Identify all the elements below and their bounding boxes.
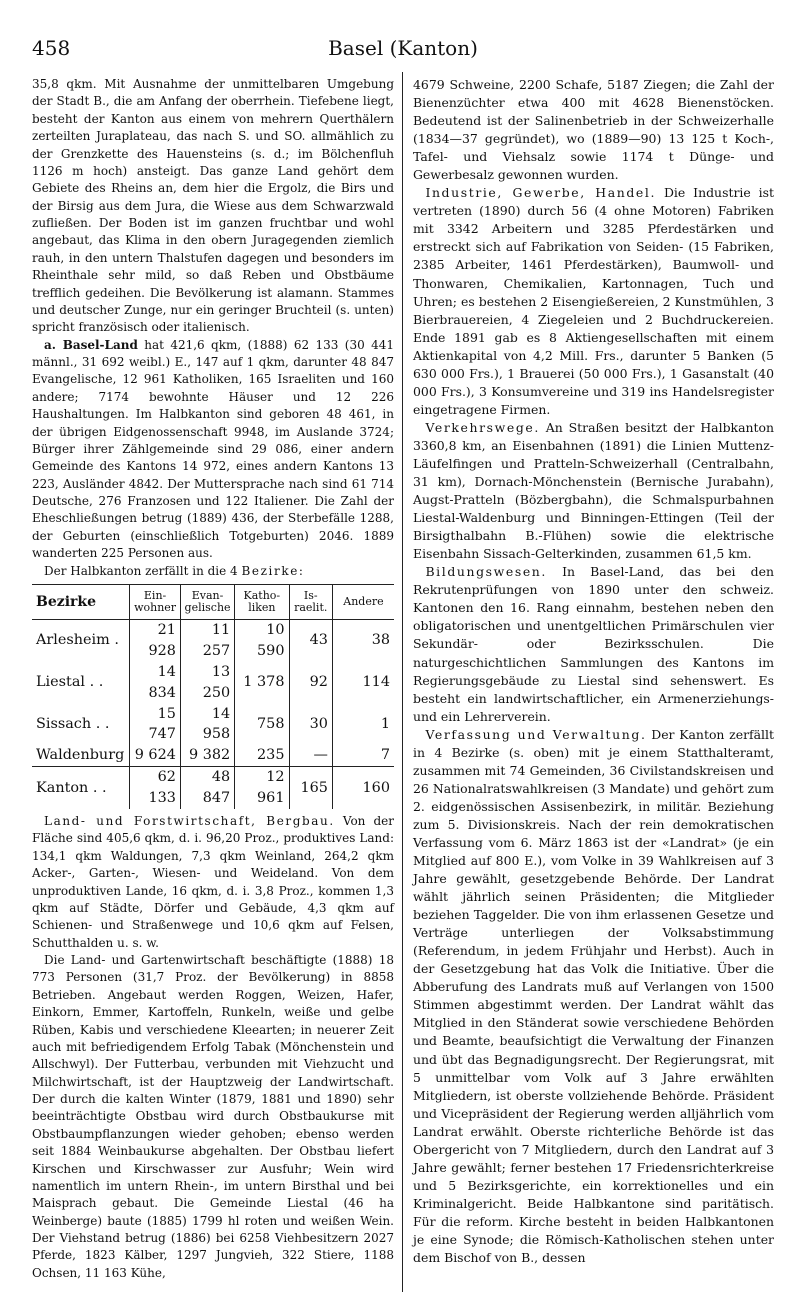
column-header: Evan-gelische bbox=[180, 584, 234, 619]
table-cell: Kanton . . bbox=[32, 767, 130, 809]
paragraph-text: Der Kanton zerfällt in 4 Bezirke (s. oben) mit je einem Statthalteramt, zusammen mit 74 Gemeinden, 36 Civilstandskreisen und 26 Nationalratswahlkreisen (3 Mandate) und gehört zum 2. eidgenössischen Assisenbezirk, in militär. Beziehung zum 5. Divisionskreis. Nach der rein demokratischen Verfassung vom 6. März 1863 ist der «Landrat» (je ein Mitglied auf 800 E.), vom Volke in 39 Wahlkreisen auf 3 Jahre gewählt, gesetzgebende Behörde. Der Landrat wählt jährlich seinen Präsidenten; die Mitglieder beziehen Taggelder. Die von ihm erlassenen Gesetze und Verträge unterliegen der Volksabstimmung (Referendum, in jedem Frühjahr und Herbst). Auch in der Gesetzgebung hat das Volk die Initiative. Über die Abberufung des Landrats muß auf Verlangen von 1500 Stimmen abgestimmt werden. Der Landrat wählt das Mitglied in den Ständerat sowie verschiedene Behörden und Beamte, beaufsichtigt die Verwaltung der Finanzen und übt das Begnadigungsrecht. Der Regierungsrat, mit 5 unmittelbar vom Volk auf 3 Jahre erwählten Mitgliedern, ist oberste vollziehende Behörde. Präsident und Vicepräsident der Regierung werden alljährlich vom Landrat erwählt. Oberste richterliche Behörde ist das Obergericht von 7 Mitgliedern, durch den Landrat auf 3 Jahre gewählt; ferner bestehen 17 Friedensrichterkreise und 5 Bezirksgerichte, ein korrektionelles und ein Kriminalgericht. Beide Halbkantone sind paritätisch. Für die reform. Kirche besteht in beiden Halbkantonen je eine Synode; die Römisch-Katholischen stehen unter dem Bischof von B., dessen bbox=[413, 726, 774, 1266]
table-cell: 38 bbox=[332, 619, 394, 661]
table-cell: 62 133 bbox=[130, 767, 181, 809]
district-table bbox=[32, 584, 394, 809]
paragraph-farming: Die Land- und Gartenwirtschaft beschäftigte (1888) 18 773 Personen (31,7 Proz. der Bevölkerung) in 8858 Betrieben. Angebaut werden Roggen, Weizen, Hafer, Einkorn, Emmer, Kartoffeln, Runkeln, weiße und gelbe Rüben, Kabis und verschiedene Kleearten; in neuerer Zeit auch mit befriedigendem Erfolg Tabak (Mönchenstein und Allschwyl). Der Futterbau, verbunden mit Viehzucht und Milchwirtschaft, ist der Hauptzweig der Landwirtschaft. Der durch die kalten Winter (1879, 1881 und 1890) sehr beeinträchtigte Obstbau wird durch Obstbaukurse mit Obstbaumpflanzungen wieder gehoben; ebenso werden seit 1884 Weinbaukurse abgehalten. Der Obstbau liefert Kirschen und Kirschwasser zur Ausfuhr; Wein wird namentlich im untern Rhein-, im untern Birsthal und bei Maisprach gebaut. Die Gemeinde Liestal (46 ha Weinberge) baute (1885) 1799 hl roten und weißen Wein. Der Viehstand betrug (1886) bei 6258 Viehbesitzern 2027 Pferde, 1823 Kälber, 1297 Jungvieh, 322 Stiere, 1188 Ochsen, 11 163 Kühe, bbox=[32, 953, 394, 1280]
paragraph-livestock: 4679 Schweine, 2200 Schafe, 5187 Ziegen; die Zahl der Bienenzüchter etwa 400 mit 4628 Bienenstöcken. Bedeutend ist der Salinenbetrieb in der Schweizerhalle (1834—37 gegründet), wo (1889—90) 13 125 t Koch-, Tafel- und Viehsalz sowie 1174 t Dünge- und Gewerbesalz gewonnen wurden. bbox=[413, 77, 774, 183]
paragraph-constitution bbox=[413, 726, 774, 1267]
page-number: 458 bbox=[32, 36, 71, 60]
table-cell: 92 bbox=[289, 662, 332, 704]
paragraph-text: Der Halbkanton zerfällt in die 4 bbox=[44, 563, 242, 578]
column-header: Bezirke bbox=[32, 584, 130, 619]
table-cell: 48 847 bbox=[180, 767, 234, 809]
paragraph-industry bbox=[413, 184, 774, 419]
table-cell: 1 378 bbox=[235, 662, 289, 704]
spaced-heading: Industrie, Gewerbe, Handel. bbox=[425, 185, 657, 201]
table-row bbox=[32, 745, 394, 766]
table-cell: 12 961 bbox=[235, 767, 289, 809]
paragraph-text: In Basel-Land, das bei den Rekrutenprüfungen von 1890 unter den schweiz. Kantonen den 16. Rang einnahm, bestehen neben den obligatorischen und unentgeltlichen Primärschulen vier Sekundär- oder Bezirksschulen. Die naturgeschichtlichen Sammlungen des Kantons im Regierungsgebäude zu Liestal sind sehenswert. Es besteht ein landwirtschaftlicher, ein Armenerziehungs- und ein Lehrerverein. bbox=[413, 564, 774, 724]
left-column bbox=[32, 76, 394, 1282]
table-cell: 13 250 bbox=[180, 662, 234, 704]
table-cell: 21 928 bbox=[130, 619, 181, 661]
column-header: Is-raelit. bbox=[289, 584, 332, 619]
paragraph-agriculture bbox=[32, 813, 394, 952]
paragraph-transport bbox=[413, 419, 774, 563]
table-cell: Arlesheim . bbox=[36, 632, 119, 649]
paragraph-text: hat 421,6 qkm, (1888) 62 133 (30 441 männl., 31 692 weibl.) E., 147 auf 1 qkm, darunter 48 847 Evangelische, 12 961 Katholiken, 165 Israeliten und 160 andere; 7174 bewohnte Häuser und 12 226 Haushaltungen. Im Halbkanton sind geboren 48 461, in der übrigen Eidgenossenschaft 9948, im Auslande 3724; Bürger ihrer Zählgemeinde sind 29 086, einer andern Gemeinde des Kantons 14 972, eines andern Kantons 13 223, Ausländer 4842. Der Muttersprache nach sind 61 714 Deutsche, 276 Franzosen und 122 Italiener. Die Zahl der Eheschließungen betrug (1889) 436, der Sterbefälle 1288, der Geburten (einschließlich Totgeburten) 2046. 1889 wanderten 225 Personen aus. bbox=[32, 337, 394, 561]
running-head: Basel (Kanton) bbox=[328, 36, 478, 60]
spaced-term: Bezirke: bbox=[241, 563, 305, 578]
paragraph-text: Die Industrie ist vertreten (1890) durch 56 (4 ohne Motoren) Fabriken mit 3342 Arbeitern und 3285 Pferdestärken und erstreckt sich auf Fabrikation von Seiden- (15 Fabriken, 2385 Arbeiter, 1461 Pferdestärken), Baumwoll- und Thonwaren, Chemikalien, Kartonnagen, Tuch und Uhren; es bestehen 2 Eisengießereien, 2 Kunstmühlen, 3 Bierbrauereien, 4 Ziegeleien und 2 Buchdruckereien. Ende 1891 gab es 8 Aktiengesellschaften mit einem Aktienkapital von 4,2 Mill. Frs., darunter 5 Banken (5 630 000 Frs.), 1 Brauerei (50 000 Frs.), 1 Gasanstalt (40 000 Frs.), 3 Konsumvereine und 319 ins Handelsregister eingetragene Firmen. bbox=[413, 185, 774, 417]
table-cell: 11 257 bbox=[180, 619, 234, 661]
table-cell: 1 bbox=[332, 704, 394, 746]
table-row bbox=[32, 662, 394, 704]
table-cell: 160 bbox=[332, 767, 394, 809]
table-cell: Waldenburg bbox=[36, 747, 125, 764]
table-cell: 10 590 bbox=[235, 619, 289, 661]
spaced-heading: Bildungswesen. bbox=[425, 564, 547, 580]
column-header: Katho-liken bbox=[235, 584, 289, 619]
spaced-heading: Verkehrswege. bbox=[425, 419, 540, 435]
table-cell: 114 bbox=[332, 662, 394, 704]
paragraph-text: An Straßen besitzt der Halbkanton 3360,8 km, an Eisenbahnen (1891) die Linien Muttenz-Läufelfingen und Pratteln-Schweizerhall (Centralbahn, 31 km), Dornach-Mönchenstein (Bernische Jurabahn), Augst-Pratteln (Bözbergbahn), die Schmalspurbahnen Liestal-Waldenburg und Binningen-Ettingen (Teil der Birsigthalbahn B.-Flühen) sowie die elektrische Eisenbahn Sissach-Gelterkinden, zusammen 61,5 km. bbox=[413, 419, 774, 562]
page-header bbox=[32, 36, 774, 64]
right-column bbox=[413, 76, 774, 1267]
column-header: Andere bbox=[332, 584, 394, 619]
table-cell: 15 747 bbox=[130, 704, 181, 746]
spaced-heading: Verfassung und Verwaltung. bbox=[425, 726, 647, 742]
spaced-heading: Land- und Forstwirtschaft, Bergbau. bbox=[44, 814, 335, 829]
paragraph-text: Von der Fläche sind 405,6 qkm, d. i. 96,20 Proz., produktives Land: 134,1 qkm Waldungen, 7,3 qkm Weinland, 264,2 qkm Acker-, Garten-, Wiesen- und Weideland. Von dem unproduktiven Lande, 16 qkm, d. i. 3,8 Proz., kommen 1,3 qkm auf Städte, Dörfer und Gebäude, 4,3 qkm auf Schienen- und Straßenwege und 10,6 qkm auf Felsen, Schutthalden u. s. w. bbox=[32, 814, 394, 950]
table-total-row bbox=[32, 767, 394, 809]
section-heading-basel-land: a. Basel-Land bbox=[44, 337, 138, 352]
paragraph-education bbox=[413, 563, 774, 725]
table-cell: — bbox=[289, 745, 332, 766]
table-cell: 165 bbox=[289, 767, 332, 809]
table-cell: 14 834 bbox=[130, 662, 181, 704]
table-row bbox=[32, 619, 394, 661]
table-cell: 235 bbox=[235, 745, 289, 766]
column-divider bbox=[402, 72, 403, 1292]
table-cell: 7 bbox=[332, 745, 394, 766]
column-header: Ein-wohner bbox=[130, 584, 181, 619]
table-cell: Sissach . . bbox=[36, 715, 110, 732]
table-cell: 9 624 bbox=[130, 745, 181, 766]
table-cell: Liestal . . bbox=[36, 674, 104, 691]
table-cell: 14 958 bbox=[180, 704, 234, 746]
paragraph-geography: 35,8 qkm. Mit Ausnahme der unmittelbaren Umgebung der Stadt B., die am Anfang der oberrhein. Tiefebene liegt, besteht der Kanton aus einem von mehrern Querthälern zerteilten Juraplateau, das nach S. und SO. allmählich zu der Grenzkette des Hauensteins (s. d.; im Bölchenfluh 1126 m hoch) ansteigt. Das ganze Land gehört dem Gebiete des Rheins an, dem hier die Ergolz, die Birs und der Birsig aus dem Jura, die Wiese aus dem Schwarzwald zufließen. Der Boden ist im ganzen fruchtbar und wohl angebaut, das Klima in den obern Juragegenden ziemlich rauh, in den untern Thalstufen dagegen und besonders im Rheinthale sehr mild, so daß Reben und Obstbäume trefflich gedeihen. Die Bevölkerung ist alamann. Stammes und deutscher Zunge, nur ein geringer Bruchteil (s. unten) spricht französisch oder italienisch. bbox=[32, 77, 394, 335]
table-row bbox=[32, 704, 394, 746]
table-cell: 9 382 bbox=[180, 745, 234, 766]
table-header-row bbox=[32, 584, 394, 619]
table-cell: 758 bbox=[235, 704, 289, 746]
paragraph-bezirke-intro bbox=[32, 563, 394, 580]
table-cell: 30 bbox=[289, 704, 332, 746]
paragraph-basel-land bbox=[32, 337, 394, 563]
table-cell: 43 bbox=[289, 619, 332, 661]
